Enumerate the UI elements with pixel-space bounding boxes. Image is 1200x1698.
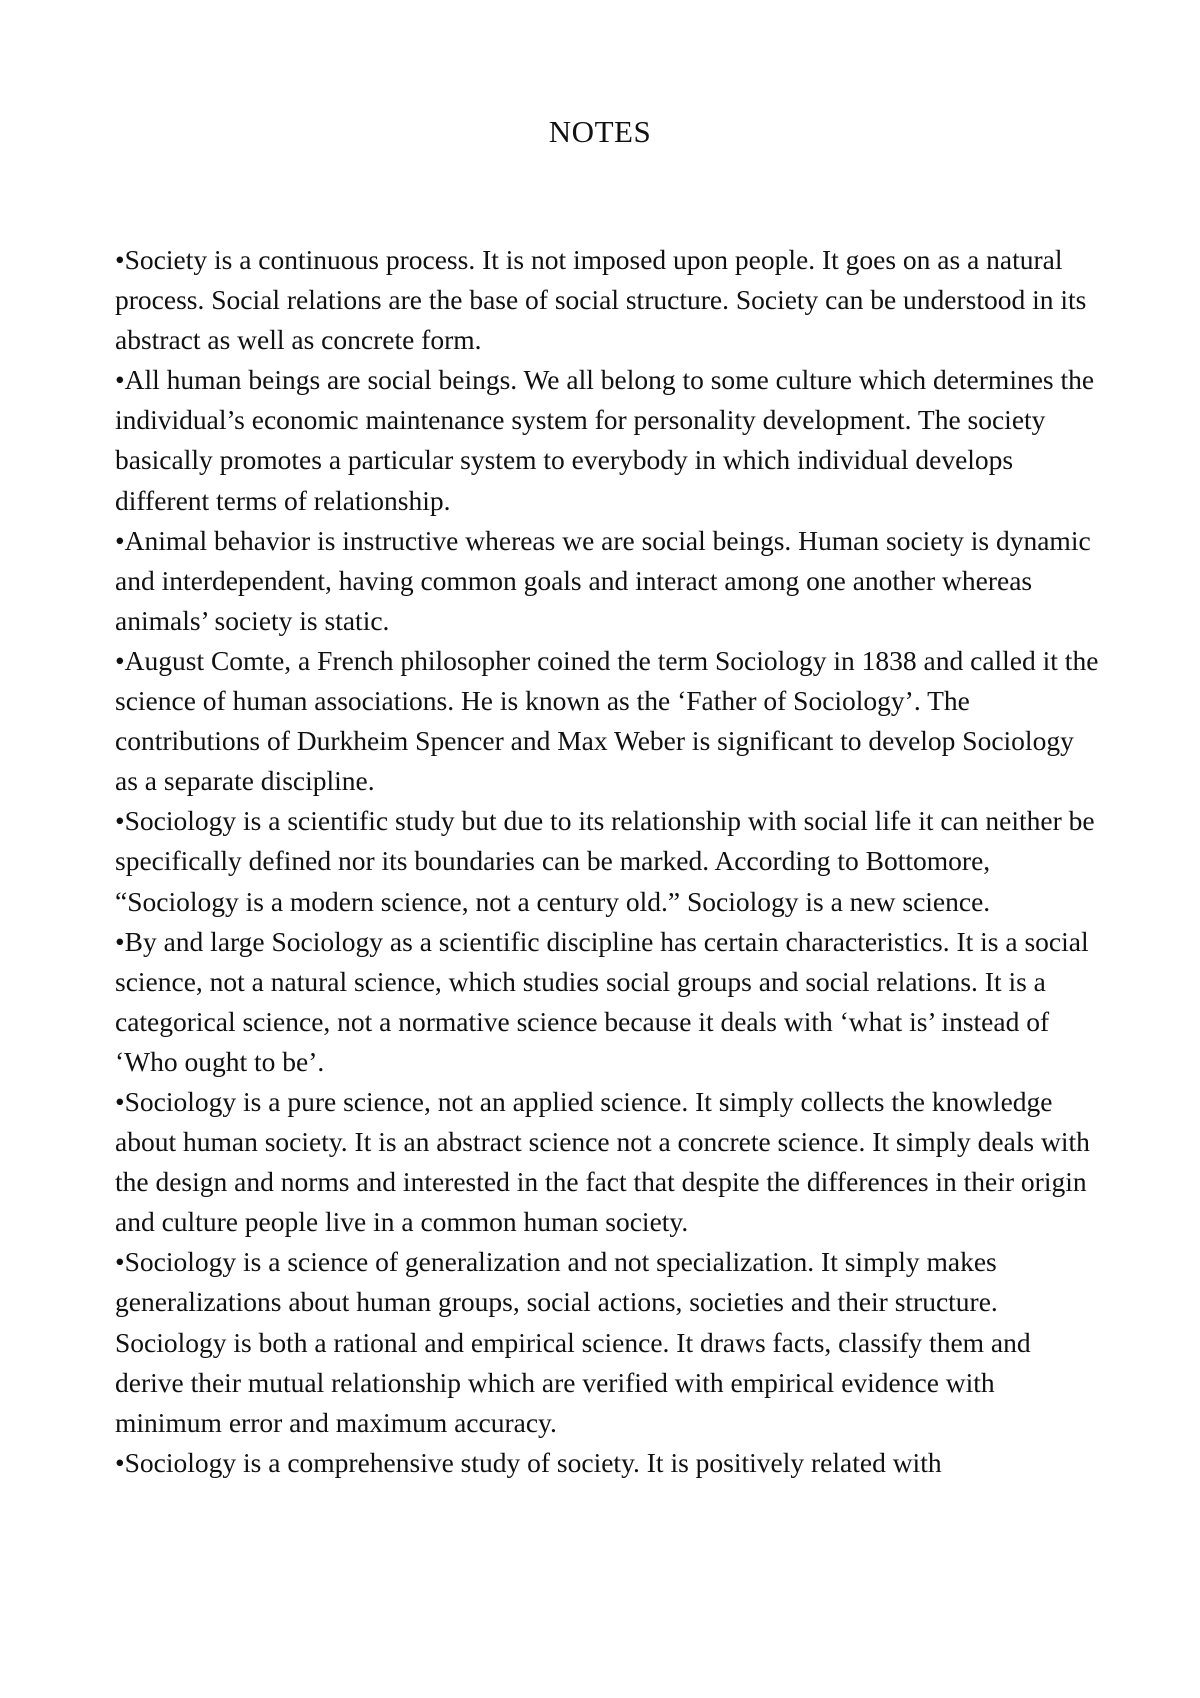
note-paragraph-4: •August Comte, a French philosopher coined the term Sociology in 1838 and called it the science of human associations. He is known as the ‘Father of Sociology’. The contributions of Durkheim Spencer and Max Weber is significant to develop Sociology as a separate discipline. bbox=[115, 644, 1099, 797]
notes-body bbox=[115, 240, 1100, 1483]
note-paragraph-7: •Sociology is a pure science, not an applied science. It simply collects the knowledge about human society. It is an abstract science not a concrete science. It simply deals with the design and norms and interested in the fact that despite the differences in their origin and culture people live in a common human society. bbox=[115, 1085, 1090, 1238]
note-paragraph-1: •Society is a continuous process. It is not imposed upon people. It goes on as a natural process. Social relations are the base of social structure. Society can be understood in its abstract as well as concrete form. bbox=[115, 244, 1087, 356]
note-paragraph-5: •Sociology is a scientific study but due to its relationship with social life it can neither be specifically defined nor its boundaries can be marked. According to Bottomore, “Sociology is a modern science, not a century old.” Sociology is a new science. bbox=[115, 805, 1095, 917]
note-paragraph-3: •Animal behavior is instructive whereas we are social beings. Human society is dynamic and interdependent, having common goals and interact among one another whereas animals’ society is static. bbox=[115, 524, 1091, 636]
page-title: NOTES bbox=[548, 114, 652, 149]
note-paragraph-8: •Sociology is a science of generalization and not specialization. It simply makes generalizations about human groups, social actions, societies and their structure. Sociology is both a rational and empirical science. It draws facts, classify them and derive their mutual relationship which are verified with empirical evidence with minimum error and maximum accuracy. bbox=[115, 1246, 1031, 1438]
note-paragraph-6: •By and large Sociology as a scientific discipline has certain characteristics. It is a social science, not a natural science, which studies social groups and social relations. It is a categorical science, not a normative science because it deals with ‘what is’ instead of ‘Who ought to be’. bbox=[115, 925, 1089, 1077]
note-paragraph-9: •Sociology is a comprehensive study of society. It is positively related with bbox=[115, 1446, 942, 1478]
note-paragraph-2: •All human beings are social beings. We all belong to some culture which determines the individual’s economic maintenance system for personality development. The society basically promotes a particular system to everybody in which individual develops different terms of relationship. bbox=[115, 364, 1095, 516]
